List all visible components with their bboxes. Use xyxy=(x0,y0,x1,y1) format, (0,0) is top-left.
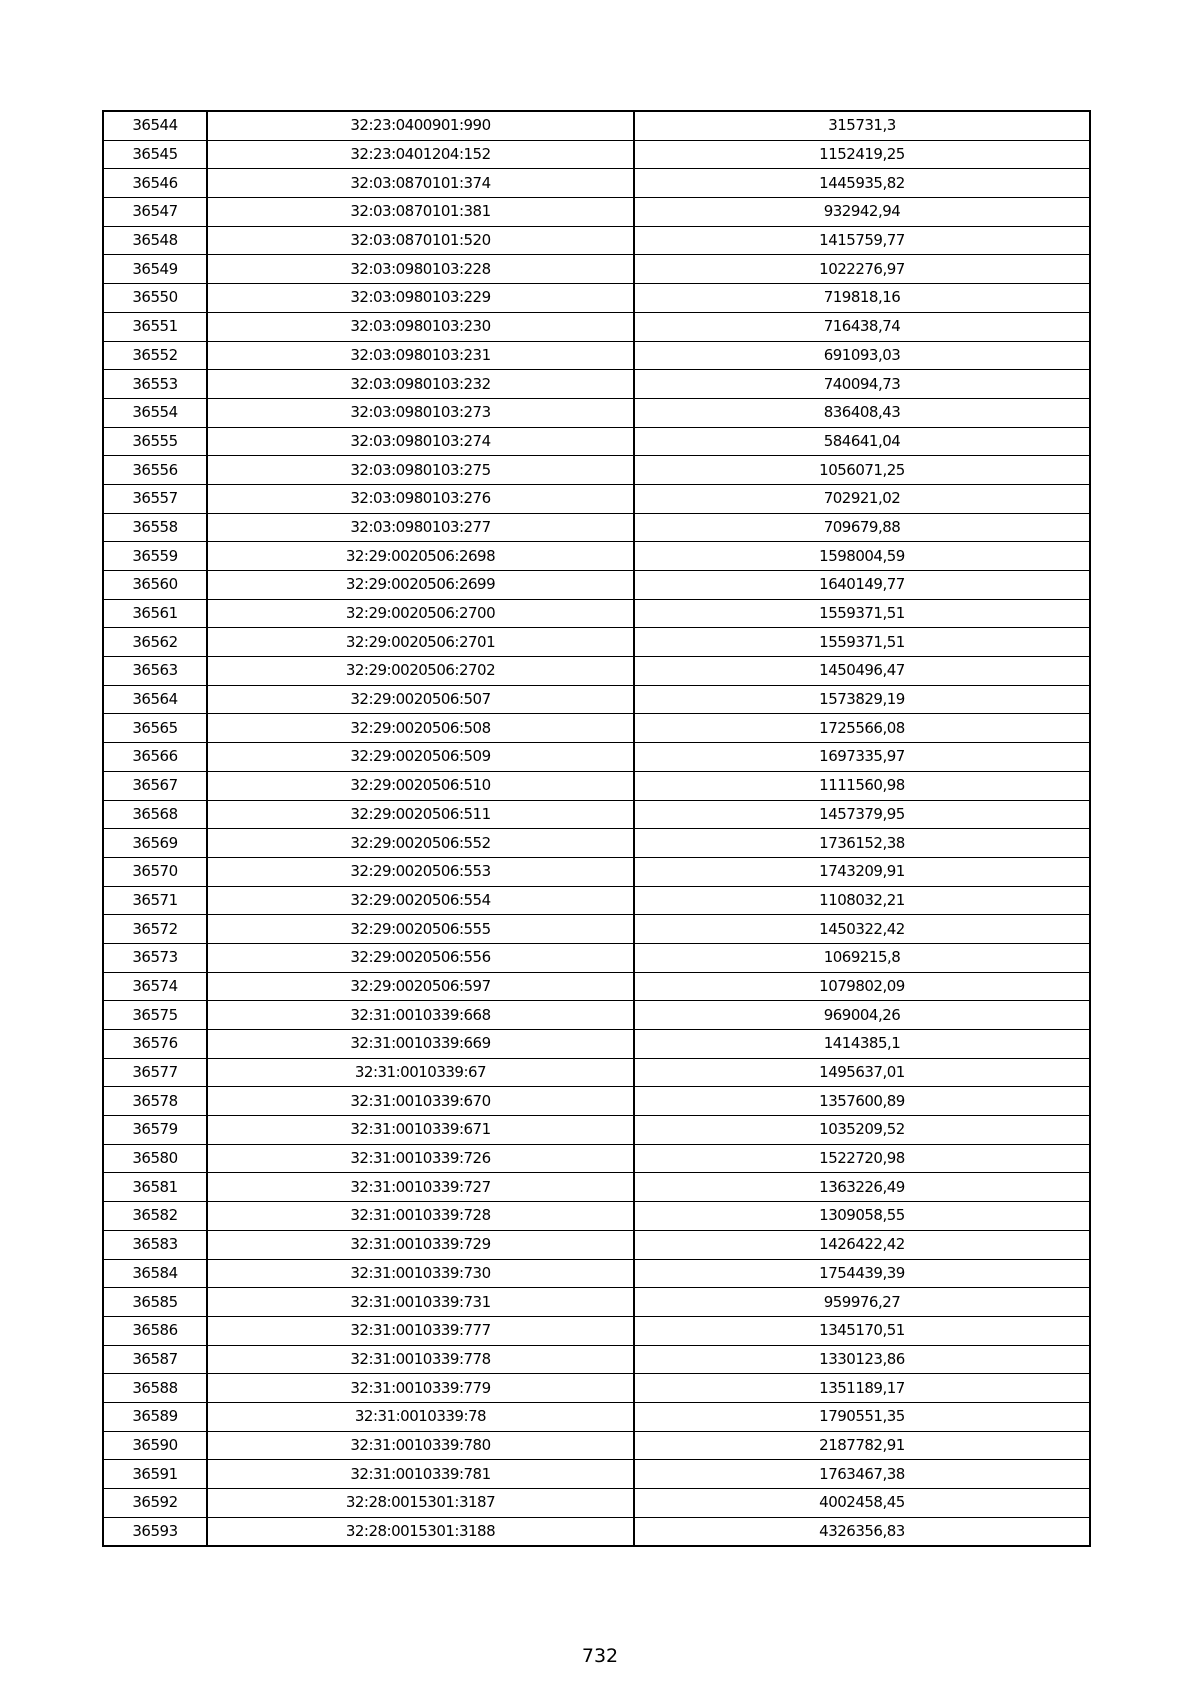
table-row xyxy=(103,140,1090,169)
cadastral-number-cell: 32:03:0870101:520 xyxy=(207,226,634,255)
cadastral-number-cell: 32:29:0020506:597 xyxy=(207,972,634,1001)
value-cell: 969004,26 xyxy=(634,1001,1090,1030)
cadastral-number-cell: 32:03:0980103:274 xyxy=(207,427,634,456)
table-row xyxy=(103,685,1090,714)
cadastral-number-cell: 32:28:0015301:3187 xyxy=(207,1489,634,1518)
table-row xyxy=(103,1374,1090,1403)
value-cell: 709679,88 xyxy=(634,513,1090,542)
table-row xyxy=(103,513,1090,542)
cadastral-number-cell: 32:31:0010339:669 xyxy=(207,1030,634,1059)
value-cell: 1415759,77 xyxy=(634,226,1090,255)
value-cell: 4002458,45 xyxy=(634,1489,1090,1518)
value-cell: 716438,74 xyxy=(634,312,1090,341)
value-cell: 1426422,42 xyxy=(634,1230,1090,1259)
page-number: 732 xyxy=(581,1645,619,1667)
table-row xyxy=(103,226,1090,255)
table-row xyxy=(103,1517,1090,1546)
value-cell: 959976,27 xyxy=(634,1288,1090,1317)
row-number-cell: 36556 xyxy=(103,456,207,485)
row-number-cell: 36562 xyxy=(103,628,207,657)
cadastral-number-cell: 32:03:0980103:275 xyxy=(207,456,634,485)
table-row xyxy=(103,398,1090,427)
cadastral-number-cell: 32:29:0020506:511 xyxy=(207,800,634,829)
value-cell: 1445935,82 xyxy=(634,169,1090,198)
table-row xyxy=(103,943,1090,972)
table-row xyxy=(103,341,1090,370)
table-row xyxy=(103,370,1090,399)
cadastral-number-cell: 32:28:0015301:3188 xyxy=(207,1517,634,1546)
value-cell: 836408,43 xyxy=(634,398,1090,427)
row-number-cell: 36557 xyxy=(103,484,207,513)
row-number-cell: 36591 xyxy=(103,1460,207,1489)
cadastral-number-cell: 32:29:0020506:508 xyxy=(207,714,634,743)
cadastral-number-cell: 32:03:0870101:381 xyxy=(207,198,634,227)
table-row xyxy=(103,169,1090,198)
cadastral-number-cell: 32:31:0010339:726 xyxy=(207,1144,634,1173)
value-cell: 1763467,38 xyxy=(634,1460,1090,1489)
value-cell: 315731,3 xyxy=(634,111,1090,140)
table-row xyxy=(103,1259,1090,1288)
row-number-cell: 36548 xyxy=(103,226,207,255)
cadastral-number-cell: 32:31:0010339:671 xyxy=(207,1116,634,1145)
cadastral-number-cell: 32:29:0020506:554 xyxy=(207,886,634,915)
table-row xyxy=(103,800,1090,829)
row-number-cell: 36581 xyxy=(103,1173,207,1202)
table-row xyxy=(103,714,1090,743)
cadastral-number-cell: 32:29:0020506:510 xyxy=(207,771,634,800)
row-number-cell: 36572 xyxy=(103,915,207,944)
cadastral-number-cell: 32:03:0980103:277 xyxy=(207,513,634,542)
row-number-cell: 36560 xyxy=(103,571,207,600)
cadastral-number-cell: 32:31:0010339:777 xyxy=(207,1316,634,1345)
cadastral-number-cell: 32:31:0010339:781 xyxy=(207,1460,634,1489)
row-number-cell: 36565 xyxy=(103,714,207,743)
row-number-cell: 36576 xyxy=(103,1030,207,1059)
cadastral-number-cell: 32:31:0010339:727 xyxy=(207,1173,634,1202)
row-number-cell: 36551 xyxy=(103,312,207,341)
table-row xyxy=(103,743,1090,772)
table-row xyxy=(103,1288,1090,1317)
table-row xyxy=(103,255,1090,284)
cadastral-number-cell: 32:03:0980103:273 xyxy=(207,398,634,427)
value-cell: 1573829,19 xyxy=(634,685,1090,714)
value-cell: 1111560,98 xyxy=(634,771,1090,800)
value-cell: 702921,02 xyxy=(634,484,1090,513)
cadastral-number-cell: 32:03:0980103:231 xyxy=(207,341,634,370)
value-cell: 1754439,39 xyxy=(634,1259,1090,1288)
value-cell: 740094,73 xyxy=(634,370,1090,399)
value-cell: 1414385,1 xyxy=(634,1030,1090,1059)
cadastral-number-cell: 32:31:0010339:780 xyxy=(207,1431,634,1460)
row-number-cell: 36578 xyxy=(103,1087,207,1116)
row-number-cell: 36549 xyxy=(103,255,207,284)
value-cell: 1559371,51 xyxy=(634,628,1090,657)
row-number-cell: 36585 xyxy=(103,1288,207,1317)
value-cell: 691093,03 xyxy=(634,341,1090,370)
value-cell: 1457379,95 xyxy=(634,800,1090,829)
table-row xyxy=(103,1087,1090,1116)
row-number-cell: 36588 xyxy=(103,1374,207,1403)
table-row xyxy=(103,886,1090,915)
cadastral-number-cell: 32:03:0870101:374 xyxy=(207,169,634,198)
table-row xyxy=(103,571,1090,600)
cadastral-number-cell: 32:31:0010339:730 xyxy=(207,1259,634,1288)
cadastral-number-cell: 32:31:0010339:778 xyxy=(207,1345,634,1374)
cadastral-number-cell: 32:31:0010339:67 xyxy=(207,1058,634,1087)
cadastral-number-cell: 32:29:0020506:2702 xyxy=(207,657,634,686)
row-number-cell: 36584 xyxy=(103,1259,207,1288)
cadastral-number-cell: 32:31:0010339:779 xyxy=(207,1374,634,1403)
value-cell: 1056071,25 xyxy=(634,456,1090,485)
table-row xyxy=(103,657,1090,686)
cadastral-number-cell: 32:29:0020506:507 xyxy=(207,685,634,714)
row-number-cell: 36546 xyxy=(103,169,207,198)
value-cell: 1640149,77 xyxy=(634,571,1090,600)
row-number-cell: 36568 xyxy=(103,800,207,829)
row-number-cell: 36587 xyxy=(103,1345,207,1374)
value-cell: 1697335,97 xyxy=(634,743,1090,772)
row-number-cell: 36589 xyxy=(103,1402,207,1431)
row-number-cell: 36559 xyxy=(103,542,207,571)
row-number-cell: 36574 xyxy=(103,972,207,1001)
value-cell: 1450322,42 xyxy=(634,915,1090,944)
row-number-cell: 36552 xyxy=(103,341,207,370)
value-cell: 932942,94 xyxy=(634,198,1090,227)
table-row xyxy=(103,1144,1090,1173)
value-cell: 1363226,49 xyxy=(634,1173,1090,1202)
row-number-cell: 36547 xyxy=(103,198,207,227)
value-cell: 1725566,08 xyxy=(634,714,1090,743)
value-cell: 1736152,38 xyxy=(634,829,1090,858)
row-number-cell: 36570 xyxy=(103,857,207,886)
cadastral-number-cell: 32:31:0010339:78 xyxy=(207,1402,634,1431)
table-body xyxy=(103,111,1090,1546)
row-number-cell: 36571 xyxy=(103,886,207,915)
value-cell: 1598004,59 xyxy=(634,542,1090,571)
table-row xyxy=(103,484,1090,513)
row-number-cell: 36566 xyxy=(103,743,207,772)
cadastral-number-cell: 32:29:0020506:556 xyxy=(207,943,634,972)
row-number-cell: 36563 xyxy=(103,657,207,686)
cadastral-number-cell: 32:29:0020506:555 xyxy=(207,915,634,944)
row-number-cell: 36569 xyxy=(103,829,207,858)
cadastral-number-cell: 32:29:0020506:2698 xyxy=(207,542,634,571)
table-row xyxy=(103,542,1090,571)
value-cell: 4326356,83 xyxy=(634,1517,1090,1546)
table-row xyxy=(103,857,1090,886)
value-cell: 1152419,25 xyxy=(634,140,1090,169)
cadastral-number-cell: 32:29:0020506:552 xyxy=(207,829,634,858)
row-number-cell: 36579 xyxy=(103,1116,207,1145)
value-cell: 1743209,91 xyxy=(634,857,1090,886)
value-cell: 1345170,51 xyxy=(634,1316,1090,1345)
row-number-cell: 36544 xyxy=(103,111,207,140)
cadastral-number-cell: 32:31:0010339:670 xyxy=(207,1087,634,1116)
value-cell: 719818,16 xyxy=(634,284,1090,313)
row-number-cell: 36573 xyxy=(103,943,207,972)
cadastral-number-cell: 32:03:0980103:229 xyxy=(207,284,634,313)
value-cell: 1069215,8 xyxy=(634,943,1090,972)
table-row xyxy=(103,284,1090,313)
cadastral-number-cell: 32:29:0020506:2701 xyxy=(207,628,634,657)
value-cell: 1522720,98 xyxy=(634,1144,1090,1173)
table-row xyxy=(103,915,1090,944)
cadastral-number-cell: 32:31:0010339:731 xyxy=(207,1288,634,1317)
cadastral-number-cell: 32:29:0020506:553 xyxy=(207,857,634,886)
table-row xyxy=(103,1402,1090,1431)
table-row xyxy=(103,1116,1090,1145)
cadastral-number-cell: 32:29:0020506:2699 xyxy=(207,571,634,600)
value-cell: 1790551,35 xyxy=(634,1402,1090,1431)
row-number-cell: 36592 xyxy=(103,1489,207,1518)
cadastral-number-cell: 32:29:0020506:509 xyxy=(207,743,634,772)
row-number-cell: 36582 xyxy=(103,1202,207,1231)
cadastral-number-cell: 32:31:0010339:668 xyxy=(207,1001,634,1030)
table-row xyxy=(103,198,1090,227)
value-cell: 1022276,97 xyxy=(634,255,1090,284)
row-number-cell: 36561 xyxy=(103,599,207,628)
table-row xyxy=(103,1489,1090,1518)
cadastral-value-table xyxy=(102,110,1091,1547)
table-row xyxy=(103,1202,1090,1231)
table-row xyxy=(103,628,1090,657)
cadastral-number-cell: 32:29:0020506:2700 xyxy=(207,599,634,628)
value-cell: 1330123,86 xyxy=(634,1345,1090,1374)
table-row xyxy=(103,111,1090,140)
cadastral-number-cell: 32:23:0401204:152 xyxy=(207,140,634,169)
value-cell: 1357600,89 xyxy=(634,1087,1090,1116)
value-cell: 2187782,91 xyxy=(634,1431,1090,1460)
cadastral-number-cell: 32:03:0980103:276 xyxy=(207,484,634,513)
table-row xyxy=(103,1316,1090,1345)
row-number-cell: 36553 xyxy=(103,370,207,399)
table-row xyxy=(103,1001,1090,1030)
row-number-cell: 36583 xyxy=(103,1230,207,1259)
table-row xyxy=(103,829,1090,858)
cadastral-number-cell: 32:31:0010339:728 xyxy=(207,1202,634,1231)
table-row xyxy=(103,1431,1090,1460)
value-cell: 1559371,51 xyxy=(634,599,1090,628)
table-row xyxy=(103,771,1090,800)
table-row xyxy=(103,599,1090,628)
table-row xyxy=(103,1030,1090,1059)
value-cell: 584641,04 xyxy=(634,427,1090,456)
value-cell: 1495637,01 xyxy=(634,1058,1090,1087)
table-row xyxy=(103,972,1090,1001)
table-row xyxy=(103,1460,1090,1489)
table-row xyxy=(103,1058,1090,1087)
row-number-cell: 36577 xyxy=(103,1058,207,1087)
value-cell: 1351189,17 xyxy=(634,1374,1090,1403)
row-number-cell: 36580 xyxy=(103,1144,207,1173)
table-row xyxy=(103,427,1090,456)
table-row xyxy=(103,456,1090,485)
value-cell: 1309058,55 xyxy=(634,1202,1090,1231)
cadastral-number-cell: 32:31:0010339:729 xyxy=(207,1230,634,1259)
table-row xyxy=(103,312,1090,341)
table-row xyxy=(103,1345,1090,1374)
row-number-cell: 36590 xyxy=(103,1431,207,1460)
table-row xyxy=(103,1173,1090,1202)
row-number-cell: 36555 xyxy=(103,427,207,456)
row-number-cell: 36586 xyxy=(103,1316,207,1345)
row-number-cell: 36593 xyxy=(103,1517,207,1546)
value-cell: 1450496,47 xyxy=(634,657,1090,686)
value-cell: 1035209,52 xyxy=(634,1116,1090,1145)
cadastral-number-cell: 32:03:0980103:228 xyxy=(207,255,634,284)
row-number-cell: 36558 xyxy=(103,513,207,542)
row-number-cell: 36564 xyxy=(103,685,207,714)
value-cell: 1108032,21 xyxy=(634,886,1090,915)
cadastral-number-cell: 32:03:0980103:230 xyxy=(207,312,634,341)
row-number-cell: 36554 xyxy=(103,398,207,427)
row-number-cell: 36567 xyxy=(103,771,207,800)
table-row xyxy=(103,1230,1090,1259)
row-number-cell: 36545 xyxy=(103,140,207,169)
cadastral-number-cell: 32:03:0980103:232 xyxy=(207,370,634,399)
cadastral-number-cell: 32:23:0400901:990 xyxy=(207,111,634,140)
row-number-cell: 36550 xyxy=(103,284,207,313)
value-cell: 1079802,09 xyxy=(634,972,1090,1001)
row-number-cell: 36575 xyxy=(103,1001,207,1030)
